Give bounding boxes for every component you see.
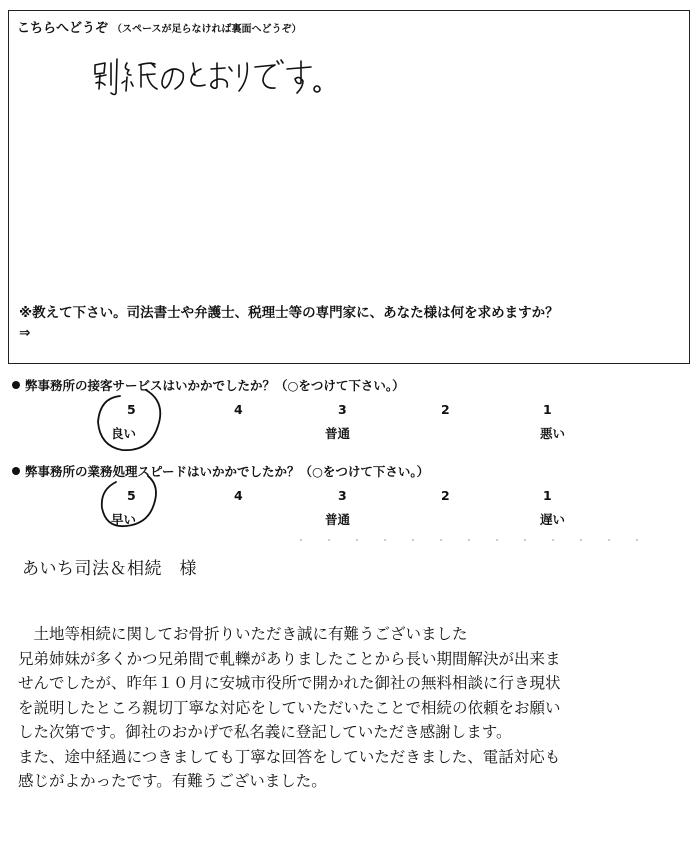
survey-question-service xyxy=(12,376,405,394)
rating-label-fast: 早い xyxy=(111,512,137,527)
rating-option-4[interactable]: 4 xyxy=(234,402,243,417)
selected-circle-mark xyxy=(94,474,174,534)
survey-question-text: 弊事務所の接客サービスはいかかでしたか？（○をつけて下さい。） xyxy=(25,378,405,393)
handwritten-note xyxy=(89,55,329,101)
letter-line: を説明したところ親切丁寧な対応をしていただいたことで相続の依頼をお願い xyxy=(18,698,561,717)
rating-option-2[interactable]: 2 xyxy=(441,402,450,417)
experts-question: ※教えて下さい。司法書士や弁護士、税理士等の専門家に、あなた様は何を求めますか？ xyxy=(19,305,559,321)
rating-label-average: 普通 xyxy=(325,426,351,441)
rating-option-2[interactable]: 2 xyxy=(441,488,450,503)
selected-circle-mark xyxy=(92,386,174,458)
scan-artifact-dots xyxy=(300,538,660,542)
comment-box xyxy=(8,10,690,364)
rating-option-3[interactable]: 3 xyxy=(338,402,347,417)
rating-label-average: 普通 xyxy=(325,512,351,527)
bullet-icon xyxy=(12,467,20,475)
rating-label-bad: 悪い xyxy=(540,426,566,441)
box-title-note: （スペースが足らなければ裏面へどうぞ） xyxy=(112,24,302,35)
rating-option-5[interactable]: 5 xyxy=(127,402,136,417)
arrow-icon: ⇒ xyxy=(19,325,31,341)
letter-greeting: あいち司法＆相続 様 xyxy=(22,559,197,579)
bullet-icon xyxy=(12,381,20,389)
box-title-text: こちらへどうぞ xyxy=(17,21,109,36)
letter-line: また、途中経過につきましても丁寧な回答をしていただきました、電話対応も xyxy=(18,747,561,766)
rating-option-3[interactable]: 3 xyxy=(338,488,347,503)
rating-label-slow: 遅い xyxy=(540,512,566,527)
letter-line: した次第です。御社のおかげで私名義に登記していただき感謝します。 xyxy=(18,723,512,741)
rating-option-4[interactable]: 4 xyxy=(234,488,243,503)
rating-label-good: 良い xyxy=(111,426,137,441)
survey-question-speed xyxy=(12,462,429,480)
rating-option-1[interactable]: 1 xyxy=(543,488,552,503)
comment-box-title xyxy=(17,17,302,36)
rating-option-5[interactable]: 5 xyxy=(127,488,136,503)
letter-line: 感じがよかったです。有難うございました。 xyxy=(18,772,327,790)
letter-line: 土地等相続に関してお骨折りいただき誠に有難うございました xyxy=(18,625,468,643)
letter-line: せんでしたが、昨年１０月に安城市役所で開かれた御社の無料相談に行き現状 xyxy=(18,674,561,692)
letter-body xyxy=(18,622,693,794)
survey-question-text: 弊事務所の業務処理スピードはいかかでしたか？（○をつけて下さい。） xyxy=(25,464,430,479)
rating-option-1[interactable]: 1 xyxy=(543,402,552,417)
letter-line: 兄弟姉妹が多くかつ兄弟間で軋轢がありましたことから長い期間解決が出来ま xyxy=(18,649,561,668)
